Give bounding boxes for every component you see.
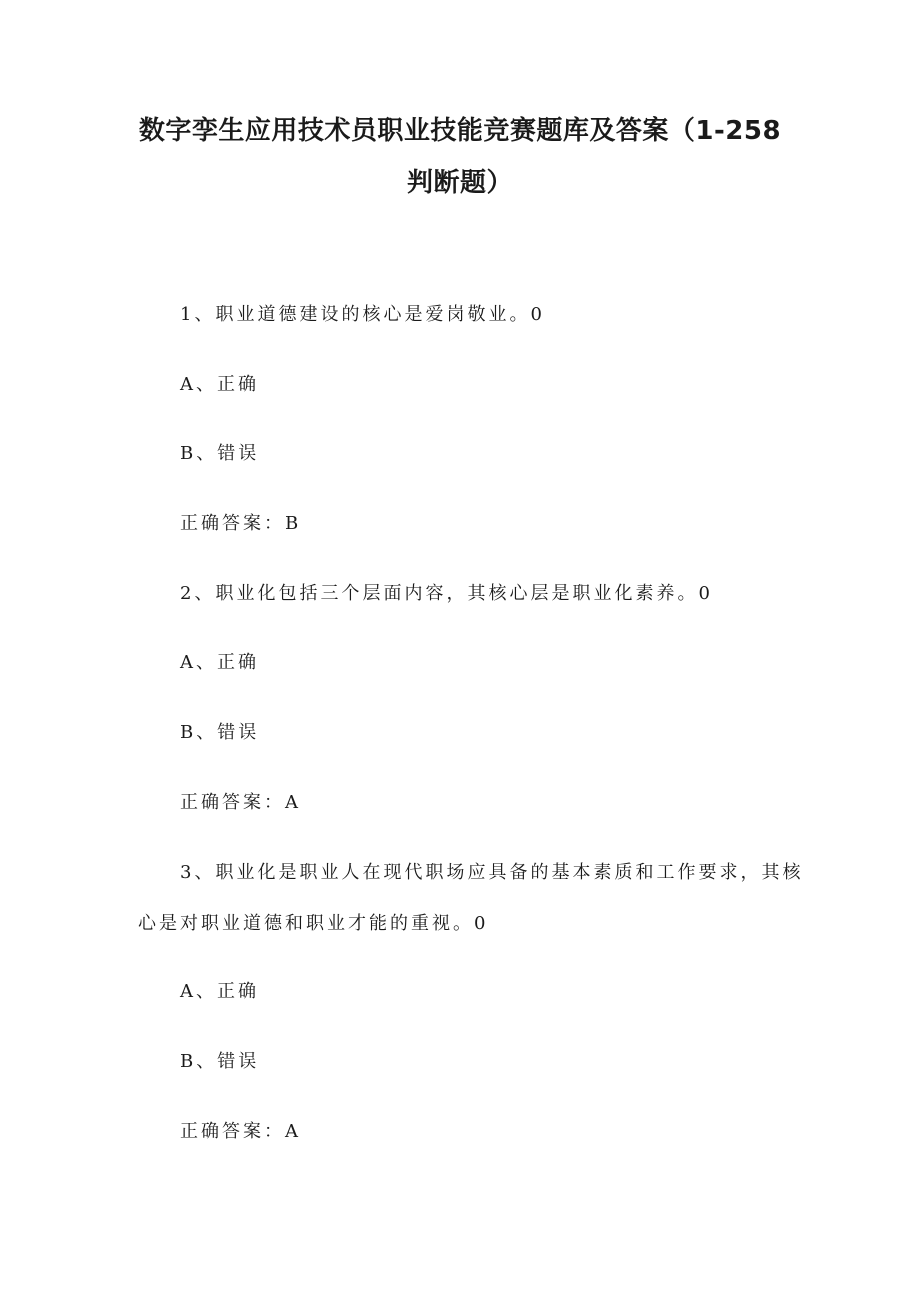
- question-text: 2、职业化包括三个层面内容，其核心层是职业化素养。0: [180, 583, 713, 604]
- question-text: 1、职业道德建设的核心是爱岗敬业。0: [180, 304, 545, 325]
- option-a: A、正确: [180, 981, 259, 1002]
- correct-answer: 正确答案：A: [180, 1121, 301, 1142]
- option-b: B、错误: [180, 1051, 260, 1072]
- option-a: A、正确: [180, 374, 259, 395]
- option-a: A、正确: [180, 652, 259, 673]
- correct-answer: 正确答案：B: [180, 513, 302, 534]
- question-text-line-2: 心是对职业道德和职业才能的重视。0: [138, 913, 489, 934]
- option-b: B、错误: [180, 722, 260, 743]
- option-b: B、错误: [180, 443, 260, 464]
- correct-answer: 正确答案：A: [180, 792, 301, 813]
- question-text-line-1: 3、职业化是职业人在现代职场应具备的基本素质和工作要求，其核: [180, 862, 804, 883]
- title-line-2: 判断题）: [406, 168, 513, 198]
- title-line-1: 数字孪生应用技术员职业技能竞赛题库及答案（1-258: [138, 116, 782, 146]
